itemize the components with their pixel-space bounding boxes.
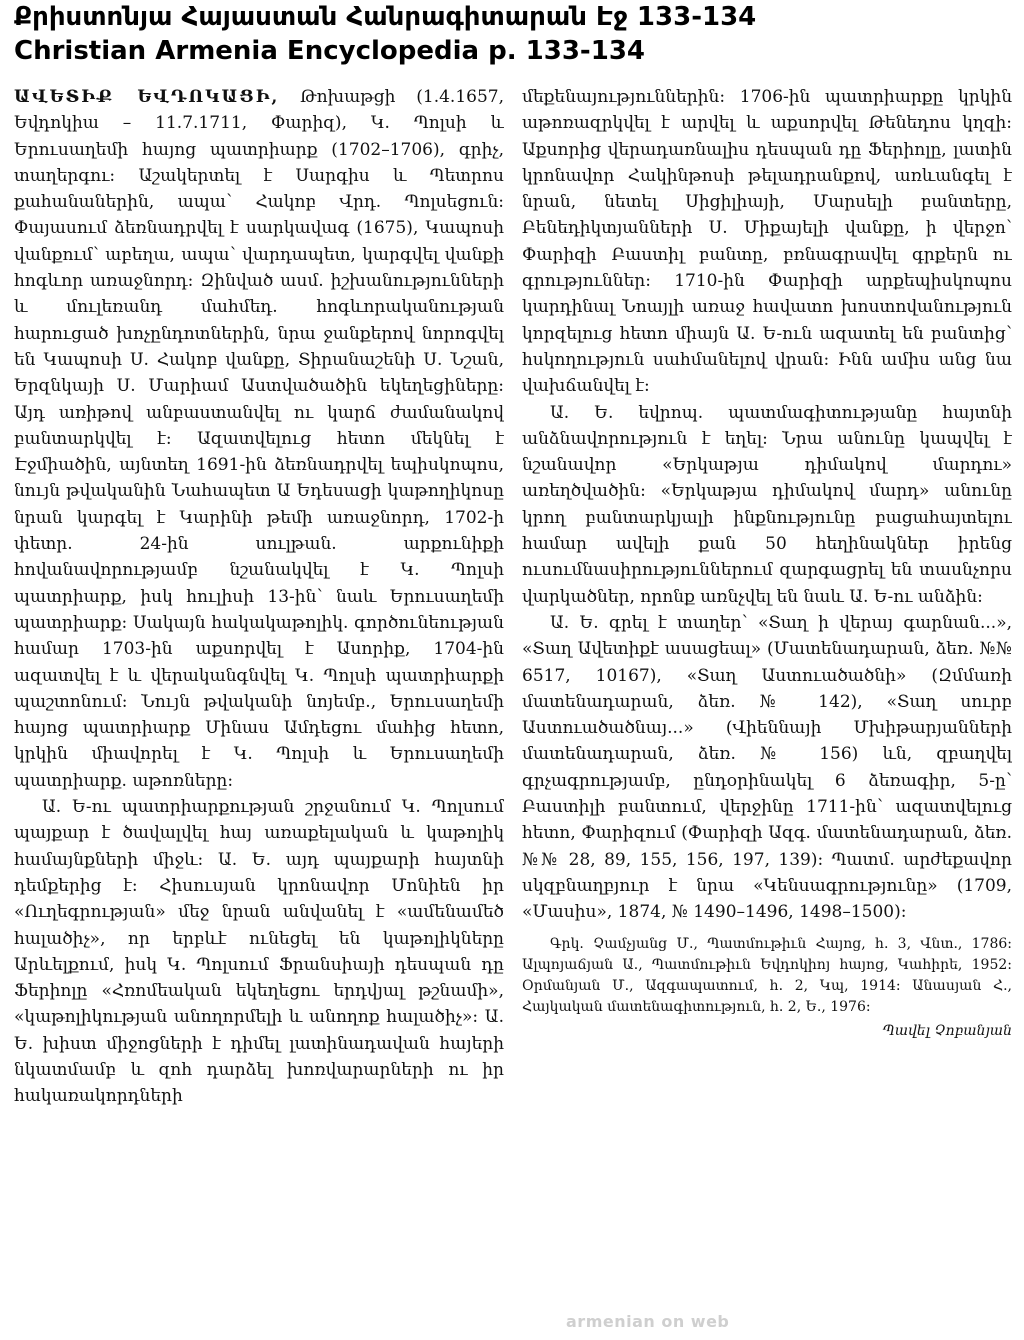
title-english: Christian Armenia Encyclopedia p. 133-134 (14, 36, 645, 66)
left-column (14, 84, 504, 1314)
title-armenian: Քրիստոնյա Հայաստան Հանրագիտարան Էջ 133-134 (14, 2, 757, 32)
watermark: armenian on web (566, 1312, 730, 1331)
author-signature: Պավել Չոբանյան (882, 1022, 1012, 1039)
article-paragraph (14, 84, 504, 794)
right-column (522, 84, 1012, 1314)
bibliography: Գրկ. Չամչյանց Մ., Պատմութիւն Հայոց, հ. 3, Վնտ., 1786: Ալպոյաճյան Ա., Պատմութիւն Եվդոկիոյ հայոց, Կահիրե, 1952: Օրմանյան Մ., Ազգապատում, հ. 2, Կպ, 1914: Անասյան Հ., Հայկական մատենագիտություն, հ. 2, Ե., 1976: (522, 935, 1012, 1015)
article-paragraph: Ա. Ե. գրել է տաղեր՝ «Տաղ ի վերայ գարնան...», «Տաղ Ավետիքէ ասացեալ» (Մատենադարան, ձեռ. №№ 6517, 10167), «Տաղ Աստուածածնի» (Զմմառի մատենադարան, ձեռ. № 142), «Տաղ սուրբ Աստուածածնայ...» (Վիեննայի Մխիթարյանների մատենադարան, ձեռ. № 156) ևն, զբաղվել գրչագրությամբ, ընդօրինակել 6 ձեռագիր, 5-ը՝ Բաստիլի բանտում, վերջինը 1711-ին՝ ազատվելուց հետո, Փարիզում (Փարիզի Ազգ. մատենադարան, ձեռ. №№ 28, 89, 155, 156, 197, 139): Պատմ. արժեքավոր սկզբնաղբյուր է նրա «Կենսագրությունը» (1709, «Մասիս», 1874, № 1490–1496, 1498–1500): (522, 612, 1012, 923)
page-header (14, 0, 1014, 68)
article-paragraph: մեքենայություններին: 1706-ին պատրիարքը կրկին աթոռազրկվել է արվել և աքսորվել Թենեդոս կղզի: Աքսորից վերադառնալիս դեսպան դը Ֆերիոլը, լատին կրոնավոր Հակինթոսի թելադրանքով, առևանգել է նրան, նետել Սիցիլիայի, Մարսելի բանտերը, Բենեդիկտյանների Ս. Միքայելի վանքը, ի վերջո՝ Փարիզի Բաստիլ բանտը, բռնագրավել գրքերն ու գրություններ: 1710-ին Փարիզի արքեպիսկոպոս կարդինալ Նոայլի առաջ հավատո խոստովանություն կորզելուց հետո միայն Ա. Ե-ուն ազատել են բանտից՝ հսկողություն սահմանելով վրան: Ինն ամիս անց նա վախճանվել է: (522, 87, 1012, 397)
article-paragraph: Ա. Ե-ու պատրիարքության շրջանում Կ. Պոլսում պայքար է ծավալվել հայ առաքելական և կաթոլիկ համայնքների միջև: Ա. Ե. այդ պայքարի հայտնի դեմքերից է: Հիսուսյան կրոնավոր Մոնիեն իր «Ուղեգրության» մեջ նրան անվանել է «ամենամեծ հալածիչ», որ երբևէ ունեցել են կաթոլիկները Արևելքում, իսկ Կ. Պոլսում Ֆրանսիայի դեսպան դը Ֆերիոլը «Հռոմեական եկեղեցու երդվյալ թշնամի», «կաթոլիկության անողորմելի և անողոք հալածիչ»: Ա. Ե. խիստ միջոցների է դիմել լատինադավան հայերի նկատմամբ և զոհ դարձել խոռվարարների ու իր հակառակորդների (14, 797, 504, 1107)
article-paragraph: Ա. Ե. եվրոպ. պատմագիտությանը հայտնի անձնավորություն է եղել: Նրա անունը կապվել է նշանավոր «Երկաթյա դիմակով մարդու» առեղծվածին: «Երկաթյա դիմակով մարդ» անունը կրող բանտարկյալի ինքնությունը բացահայտելու համար ավելի քան 50 հեղինակներ իրենց ուսումնասիրություններում զարգացրել են տասնչորս վարկածներ, որոնք առնչվել են նաև Ա. Ե-ու անձին: (522, 402, 1012, 607)
article-headword: ԱՎԵՏԻՔ ԵՎԴՈԿԱՑԻ, (14, 87, 280, 107)
article-body (14, 84, 1012, 1314)
paragraph-text: Թոխաթցի (1.4.1657, Եվդոկիա – 11.7.1711, Փարիզ), Կ. Պոլսի և Երուսաղեմի հայոց պատրիարք (1702–1706), գրիչ, տաղերգու: Աշակերտել է Սարգիս և Պետրոս քահանաներին, ապա՝ Հակոբ Վրդ. Պոլսեցուն: Փայասում ձեռնադրվել է սարկավագ (1675), Կապոսի վանքում՝ աբեղա, ապա՝ վարդապետ, կարգվել վանքի հոգևոր առաջնորդ: Զինված ասմ. իշխանությունների և մուլեռանդ մահմեդ. հոգևորականության հարուցած խոչընդոտներին, նրա ջանքերով նորոգվել են Կապոսի Ս. Հակոբ վանքը, Տիրանաշենի Ս. Նշան, Երզնկայի Ս. Մարիամ Աստվածածին եկեղեցիները: Այդ առիթով անբաստանվել ու կարճ ժամանակով բանտարկվել է: Ազատվելուց հետո մեկնել է Էջմիածին, այնտեղ 1691-ին ձեռնադրվել եպիսկոպոս, նույն թվականին Նահապետ Ա Եդեսացի կաթողիկոսը նրան կարգել է Կարինի թեմի առաջնորդ, 1702-ի փետր. 24-ին սուլթան. արքունիքի հովանավորությամբ նշանակվել է Կ. Պոլսի պատրիարք, իսկ հուլիսի 13-ին՝ նաև Երուսաղեմի պատրիարք: Սակայն հակակաթոլիկ. գործունեության համար 1703-ին աքսորվել է Ասորիք, 1704-ին ազատվել է և վերականգնվել Կ. Պոլսի պատրիարքի պաշտոնում: Նույն թվականի նոյեմբ., Երուսաղեմի հայոց պատրիարք Մինաս Ամդեցու մահից հետո, կրկին միավորել է Կ. Պոլսի և Երուսաղեմի պատրիարք. աթոռները: (14, 87, 504, 791)
